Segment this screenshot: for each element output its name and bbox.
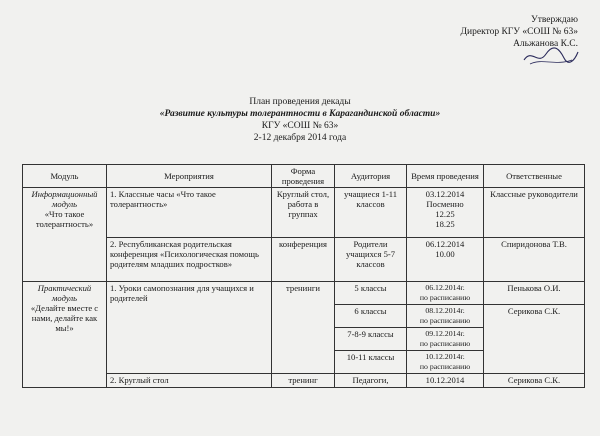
heading-theme: «Развитие культуры толерантности в Карагандинской области»	[159, 109, 441, 119]
module-name: Информационный модуль	[31, 189, 98, 209]
table-row	[23, 282, 585, 305]
time-shift-1: 12.25	[435, 209, 455, 219]
heading-dates: 2-12 декабря 2014 года	[253, 133, 347, 143]
event-cell: 1. Уроки самопознания для учащихся и родителей	[107, 282, 272, 374]
time-cell	[407, 238, 484, 282]
audience-cell: 6 классы	[335, 305, 407, 328]
header-responsible: Ответственные	[484, 165, 585, 188]
time-cell	[407, 305, 484, 328]
header-time: Время проведения	[407, 165, 484, 188]
module-subtitle: «Что такое толерантность»	[35, 209, 94, 229]
event-cell: 1. Классные часы «Что такое толерантность»	[107, 188, 272, 238]
signature-icon	[520, 44, 580, 70]
time-date: 06.12.2014г.	[425, 283, 465, 292]
table-row	[23, 188, 585, 238]
time-hour: 10.00	[435, 249, 455, 259]
time-cell: 10.12.2014	[407, 374, 484, 388]
event-cell: 2. Круглый стол	[107, 374, 272, 388]
time-cell	[407, 282, 484, 305]
time-note: по расписанию	[419, 362, 471, 371]
time-note: Посменно	[426, 199, 464, 209]
event-cell: 2. Республиканская родительская конференция «Психологическая помощь родителям младших подростков»	[107, 238, 272, 282]
responsible-cell: Серикова С.К.	[484, 305, 585, 374]
approval-position: Директор КГУ «СОШ № 63»	[460, 27, 578, 37]
time-date: 03.12.2014	[425, 189, 465, 199]
form-cell: конференция	[272, 238, 335, 282]
heading-title: План проведения декады	[249, 97, 351, 107]
time-date: 06.12.2014	[425, 239, 465, 249]
time-date: 08.12.2014г.	[425, 306, 465, 315]
table-row	[23, 238, 585, 282]
audience-cell: Педагоги,	[335, 374, 407, 388]
module-name: Практический модуль	[37, 283, 92, 303]
plan-table	[22, 164, 585, 388]
form-cell: тренинги	[272, 282, 335, 374]
time-date: 10.12.2014г.	[425, 352, 465, 361]
header-events: Мероприятия	[107, 165, 272, 188]
time-date: 09.12.2014г.	[425, 329, 465, 338]
audience-cell: 7-8-9 классы	[335, 328, 407, 351]
form-cell: тренинг	[272, 374, 335, 388]
module-cell	[23, 282, 107, 388]
time-cell	[407, 328, 484, 351]
audience-cell: 10-11 классы	[335, 351, 407, 374]
audience-cell: Родители учащихся 5-7 классов	[335, 238, 407, 282]
time-shift-2: 18.25	[435, 219, 455, 229]
table-row	[23, 374, 585, 388]
approval-name: Альжанова К.С.	[513, 39, 578, 49]
responsible-cell: Пенькова О.И.	[484, 282, 585, 305]
time-note: по расписанию	[419, 316, 471, 325]
header-module: Модуль	[23, 165, 107, 188]
table-header-row	[23, 165, 585, 188]
audience-cell: учащиеся 1-11 классов	[335, 188, 407, 238]
responsible-cell: Серикова С.К.	[484, 374, 585, 388]
time-cell	[407, 351, 484, 374]
module-subtitle: «Делайте вместе с нами, делайте как мы!»	[30, 303, 99, 333]
time-cell	[407, 188, 484, 238]
header-audience: Аудитория	[335, 165, 407, 188]
responsible-cell: Спиридонова Т.В.	[484, 238, 585, 282]
form-cell: Круглый стол, работа в группах	[272, 188, 335, 238]
time-note: по расписанию	[419, 339, 471, 348]
approval-word: Утверждаю	[531, 15, 578, 25]
document-heading	[0, 96, 600, 144]
time-note: по расписанию	[419, 293, 471, 302]
header-form: Форма проведения	[272, 165, 335, 188]
audience-cell: 5 классы	[335, 282, 407, 305]
heading-school: КГУ «СОШ № 63»	[261, 121, 339, 131]
responsible-cell: Классные руководители	[484, 188, 585, 238]
module-cell	[23, 188, 107, 282]
